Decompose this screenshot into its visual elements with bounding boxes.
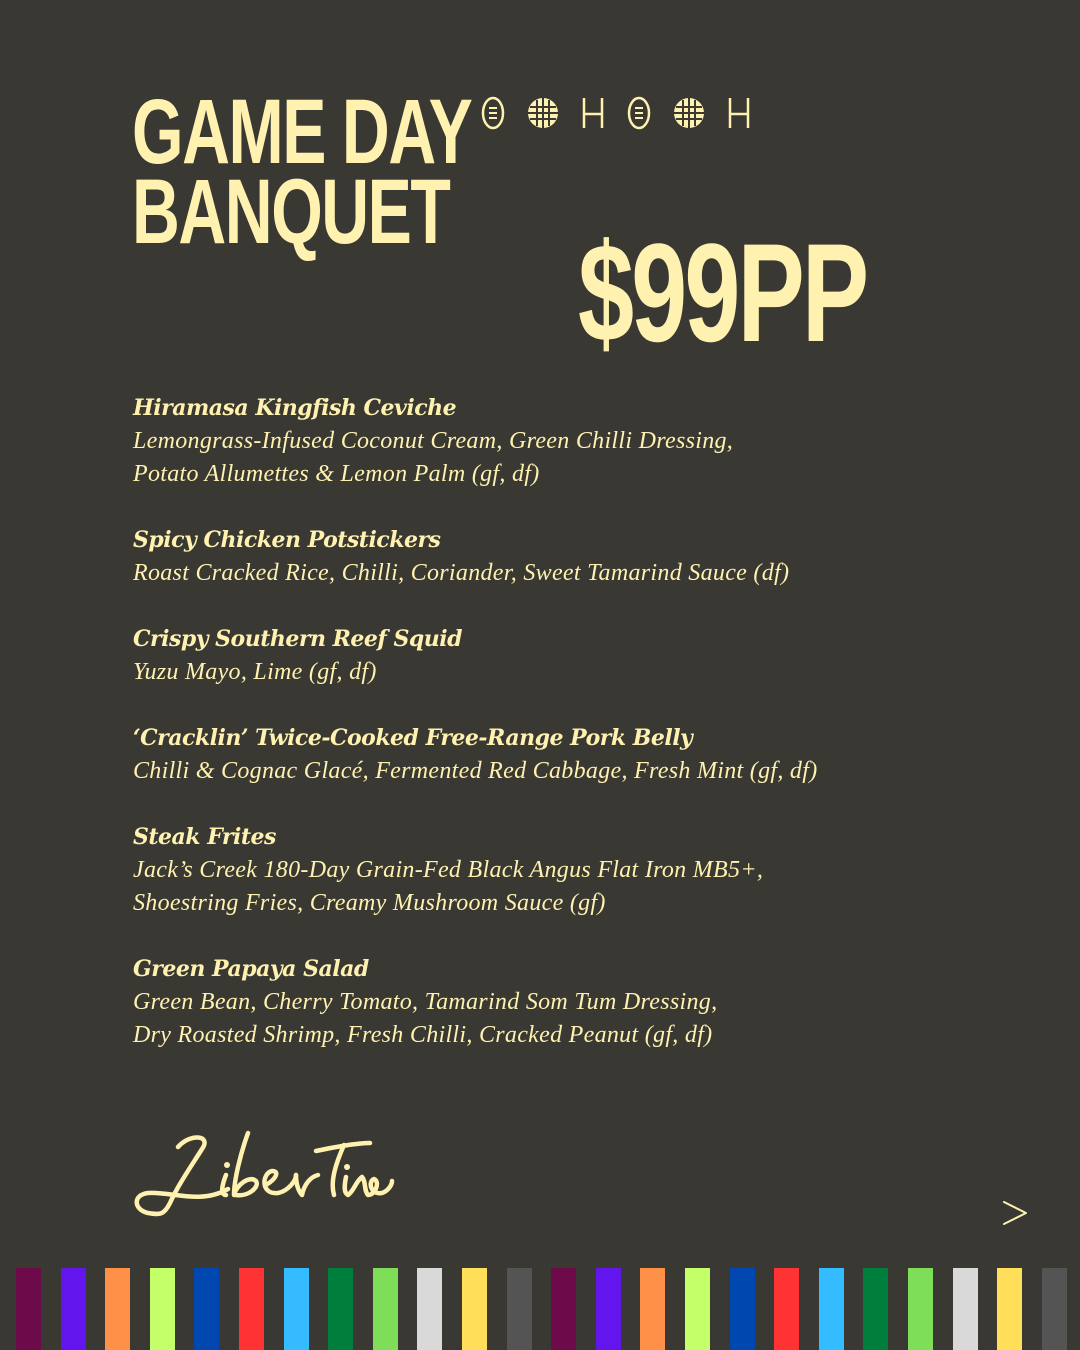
color-stripe (105, 1268, 130, 1350)
color-stripe (150, 1268, 175, 1350)
goalpost-icon (726, 96, 752, 130)
color-stripe (774, 1268, 799, 1350)
color-stripe (908, 1268, 933, 1350)
menu-item-description: Chilli & Cognac Glacé, Fermented Red Cabbage, Fresh Mint (gf, df) (133, 758, 818, 784)
color-stripe (640, 1268, 665, 1350)
menu-item-name: Steak Frites (133, 824, 276, 850)
libertine-logo (130, 1125, 395, 1225)
color-stripe (61, 1268, 86, 1350)
color-stripe (863, 1268, 888, 1350)
price-per-person: $99PP (578, 214, 867, 371)
color-stripe (953, 1268, 978, 1350)
color-stripe-bar (0, 1268, 1080, 1350)
color-stripe (1042, 1268, 1067, 1350)
menu-item-name: Hiramasa Kingfish Ceviche (133, 395, 457, 421)
menu-item-description: Shoestring Fries, Creamy Mushroom Sauce (gf) (133, 890, 606, 916)
color-stripe (596, 1268, 621, 1350)
color-stripe (16, 1268, 41, 1350)
color-stripe (551, 1268, 576, 1350)
menu-list (133, 392, 933, 1085)
menu-item-description: Roast Cracked Rice, Chilli, Coriander, Sweet Tamarind Sauce (df) (133, 560, 790, 586)
color-stripe (730, 1268, 755, 1350)
color-stripe (462, 1268, 487, 1350)
sport-icons-row (480, 96, 752, 130)
menu-item (133, 821, 933, 920)
menu-item-description: Yuzu Mayo, Lime (gf, df) (133, 659, 377, 685)
menu-item (133, 623, 933, 689)
title-line-2: BANQUET (132, 161, 450, 263)
menu-item (133, 524, 933, 590)
menu-item-name: Crispy Southern Reef Squid (133, 626, 463, 652)
football-icon (626, 96, 652, 130)
menu-item-name: Green Papaya Salad (133, 956, 369, 982)
menu-item-description: Lemongrass-Infused Coconut Cream, Green Chilli Dressing, (133, 428, 734, 454)
menu-item-description: Green Bean, Cherry Tomato, Tamarind Som Tum Dressing, (133, 989, 718, 1015)
title-line-1: GAME DAY (132, 81, 472, 183)
color-stripe (819, 1268, 844, 1350)
color-stripe (239, 1268, 264, 1350)
menu-item-name: ‘Cracklin’ Twice-Cooked Free-Range Pork Belly (133, 725, 693, 751)
color-stripe (284, 1268, 309, 1350)
color-stripe (685, 1268, 710, 1350)
menu-item-name: Spicy Chicken Potstickers (133, 527, 441, 553)
color-stripe (328, 1268, 353, 1350)
goalpost-icon (580, 96, 606, 130)
page-title (132, 81, 472, 263)
football-icon (480, 96, 506, 130)
chevron-right-icon[interactable] (1000, 1196, 1030, 1230)
menu-item-description: Jack’s Creek 180-Day Grain-Fed Black Angus Flat Iron MB5+, (133, 857, 764, 883)
menu-item (133, 953, 933, 1052)
menu-item-description: Potato Allumettes & Lemon Palm (gf, df) (133, 461, 540, 487)
menu-item-description: Dry Roasted Shrimp, Fresh Chilli, Cracked Peanut (gf, df) (133, 1022, 713, 1048)
color-stripe (373, 1268, 398, 1350)
color-stripe (417, 1268, 442, 1350)
color-stripe (194, 1268, 219, 1350)
menu-item (133, 392, 933, 491)
color-stripe (507, 1268, 532, 1350)
ball-icon (526, 96, 560, 130)
color-stripe (997, 1268, 1022, 1350)
ball-icon (672, 96, 706, 130)
menu-item (133, 722, 933, 788)
